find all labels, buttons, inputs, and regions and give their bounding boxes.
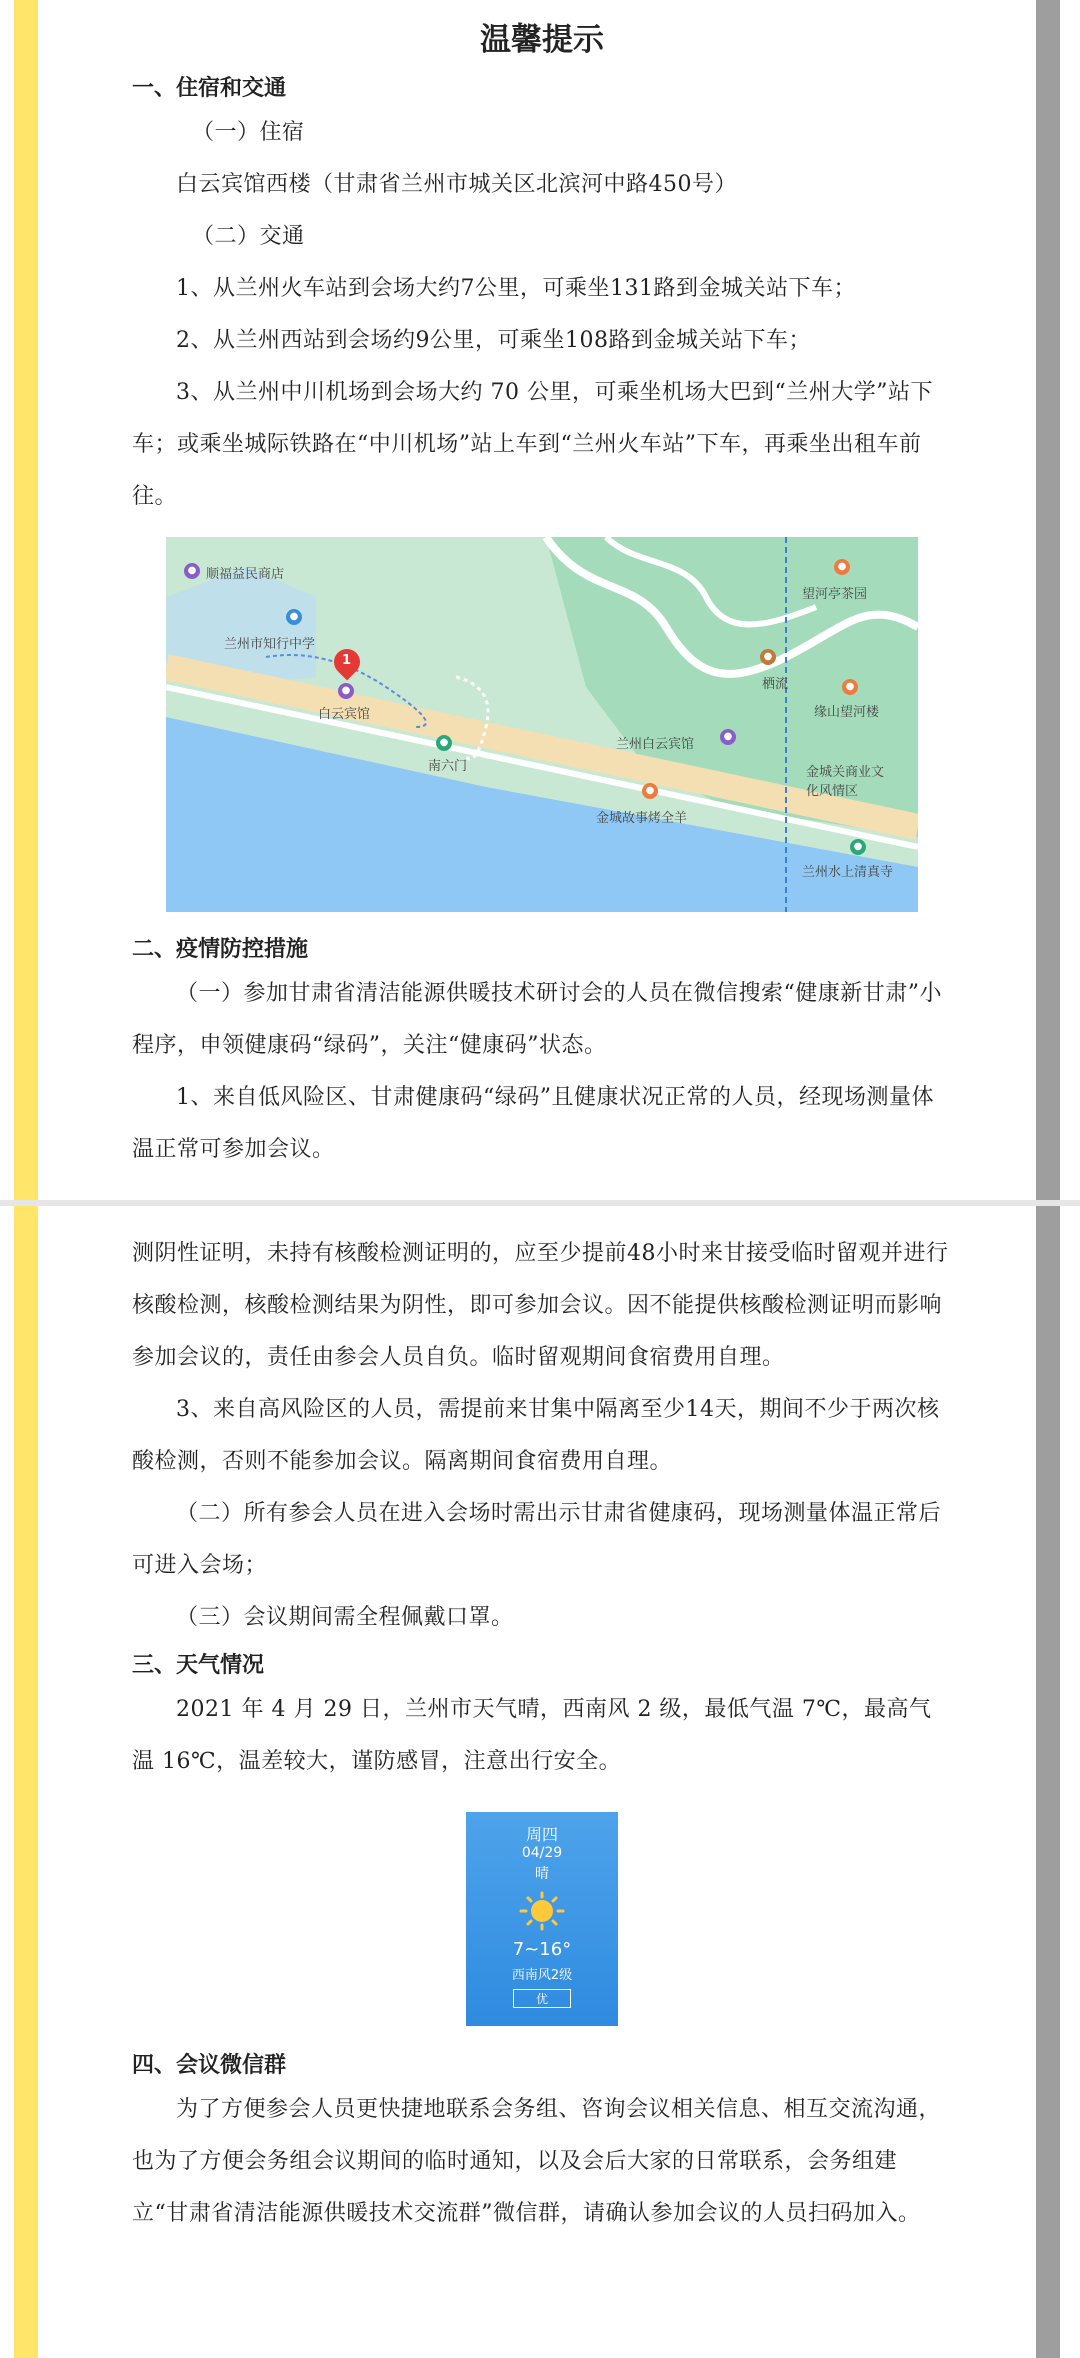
map-label: 兰州水上清真寺 bbox=[802, 865, 894, 880]
teahouse-icon[interactable]: ● bbox=[834, 559, 850, 575]
map-label: 金城故事烤全羊 bbox=[596, 811, 688, 826]
pin-number: 1 bbox=[342, 653, 352, 668]
page-title: 温馨提示 bbox=[480, 22, 604, 58]
map-label: 白云宾馆 bbox=[318, 707, 371, 722]
paragraph: （三）会议期间需全程佩戴口罩。 bbox=[176, 1605, 514, 1630]
map-label: 兰州市知行中学 bbox=[224, 637, 316, 652]
mosque-icon[interactable]: ● bbox=[850, 839, 866, 855]
weather-wind: 西南风2级 bbox=[511, 1968, 573, 1983]
document-page-2 bbox=[0, 1206, 1080, 2358]
location-map[interactable] bbox=[166, 537, 918, 912]
hotel-icon[interactable]: ● bbox=[720, 729, 736, 745]
section-heading: 一、住宿和交通 bbox=[132, 76, 287, 101]
yellow-side-bar bbox=[14, 0, 38, 1200]
paragraph: 1、从兰州火车站到会场大约7公里，可乘坐131路到金城关站下车； bbox=[176, 276, 856, 301]
paragraph-continued: 测阴性证明，未持有核酸检测证明的，应至少提前48小时来甘接受临时留观并进行核酸检测，核酸检测结果为阴性，即可参加会议。因不能提供核酸检测证明而影响参加会议的，责任由参会人员自负。临时留观期间食宿费用自理。 bbox=[132, 1241, 949, 1370]
subheading: （二）交通 bbox=[192, 224, 305, 249]
restaurant-icon[interactable]: ● bbox=[642, 783, 658, 799]
paragraph: 白云宾馆西楼（甘肃省兰州市城关区北滨河中路450号） bbox=[176, 172, 737, 197]
gray-side-bar bbox=[1036, 0, 1060, 1200]
paragraph: （一）参加甘肃省清洁能源供暖技术研讨会的人员在微信搜索“健康新甘肃”小程序，申领健康码“绿码”，关注“健康码”状态。 bbox=[132, 981, 942, 1058]
place-icon[interactable]: ● bbox=[760, 649, 776, 665]
section-heading: 二、疫情防控措施 bbox=[132, 937, 309, 962]
page-content bbox=[132, 0, 952, 1176]
weather-temperature: 7~16° bbox=[512, 1939, 572, 1960]
sun-icon bbox=[507, 1891, 577, 1931]
page-content bbox=[132, 1228, 952, 2240]
gray-side-bar bbox=[1036, 1206, 1060, 2358]
weather-condition: 晴 bbox=[535, 1866, 549, 1882]
map-label: 南六门 bbox=[428, 759, 468, 774]
yellow-side-bar bbox=[14, 1206, 38, 2358]
weather-card bbox=[466, 1812, 618, 2026]
school-icon[interactable]: ● bbox=[286, 609, 302, 625]
section-heading: 三、天气情况 bbox=[132, 1653, 265, 1678]
paragraph: （二）所有参会人员在进入会场时需出示甘肃省健康码，现场测量体温正常后可进入会场； bbox=[132, 1501, 942, 1578]
map-label: 栖流 bbox=[762, 677, 789, 692]
shop-icon[interactable]: ● bbox=[184, 563, 200, 579]
map-label: 顺福益民商店 bbox=[206, 567, 285, 582]
weather-date: 04/29 bbox=[521, 1845, 563, 1861]
paragraph: 为了方便参会人员更快捷地联系会务组、咨询会议相关信息、相互交流沟通，也为了方便会务组会议期间的临时通知，以及会后大家的日常联系，会务组建立“甘肃省清洁能源供暖技术交流群”微信群，请确认参加会议的人员扫码加入。 bbox=[132, 2097, 942, 2226]
map-label: 望河亭茶园 bbox=[802, 587, 868, 602]
air-quality-badge: 优 bbox=[513, 1989, 571, 2008]
subheading: （一）住宿 bbox=[192, 120, 305, 145]
gate-icon[interactable]: ● bbox=[436, 735, 452, 751]
paragraph: 2、从兰州西站到会场约9公里，可乘坐108路到金城关站下车； bbox=[176, 328, 811, 353]
restaurant-icon[interactable]: ● bbox=[842, 679, 858, 695]
paragraph: 1、来自低风险区、甘肃健康码“绿码”且健康状况正常的人员，经现场测量体温正常可参加会议。 bbox=[132, 1085, 934, 1162]
map-label: 兰州白云宾馆 bbox=[616, 737, 695, 752]
paragraph: 3、从兰州中川机场到会场大约 70 公里，可乘坐机场大巴到“兰州大学”站下车；或乘坐城际铁路在“中川机场”站上车到“兰州火车站”下车，再乘坐出租车前往。 bbox=[132, 380, 933, 509]
paragraph: 2021 年 4 月 29 日，兰州市天气晴，西南风 2 级，最低气温 7℃，最高气温 16℃，温差较大，谨防感冒，注意出行安全。 bbox=[132, 1697, 932, 1774]
weather-day: 周四 bbox=[525, 1825, 558, 1844]
hotel-icon[interactable]: ● bbox=[338, 683, 354, 699]
section-heading: 四、会议微信群 bbox=[132, 2053, 287, 2078]
map-label: 缘山望河楼 bbox=[814, 705, 880, 720]
map-label: 金城关商业文化风情区 bbox=[806, 765, 885, 799]
paragraph: 3、来自高风险区的人员，需提前来甘集中隔离至少14天，期间不少于两次核酸检测，否则不能参加会议。隔离期间食宿费用自理。 bbox=[132, 1397, 940, 1474]
